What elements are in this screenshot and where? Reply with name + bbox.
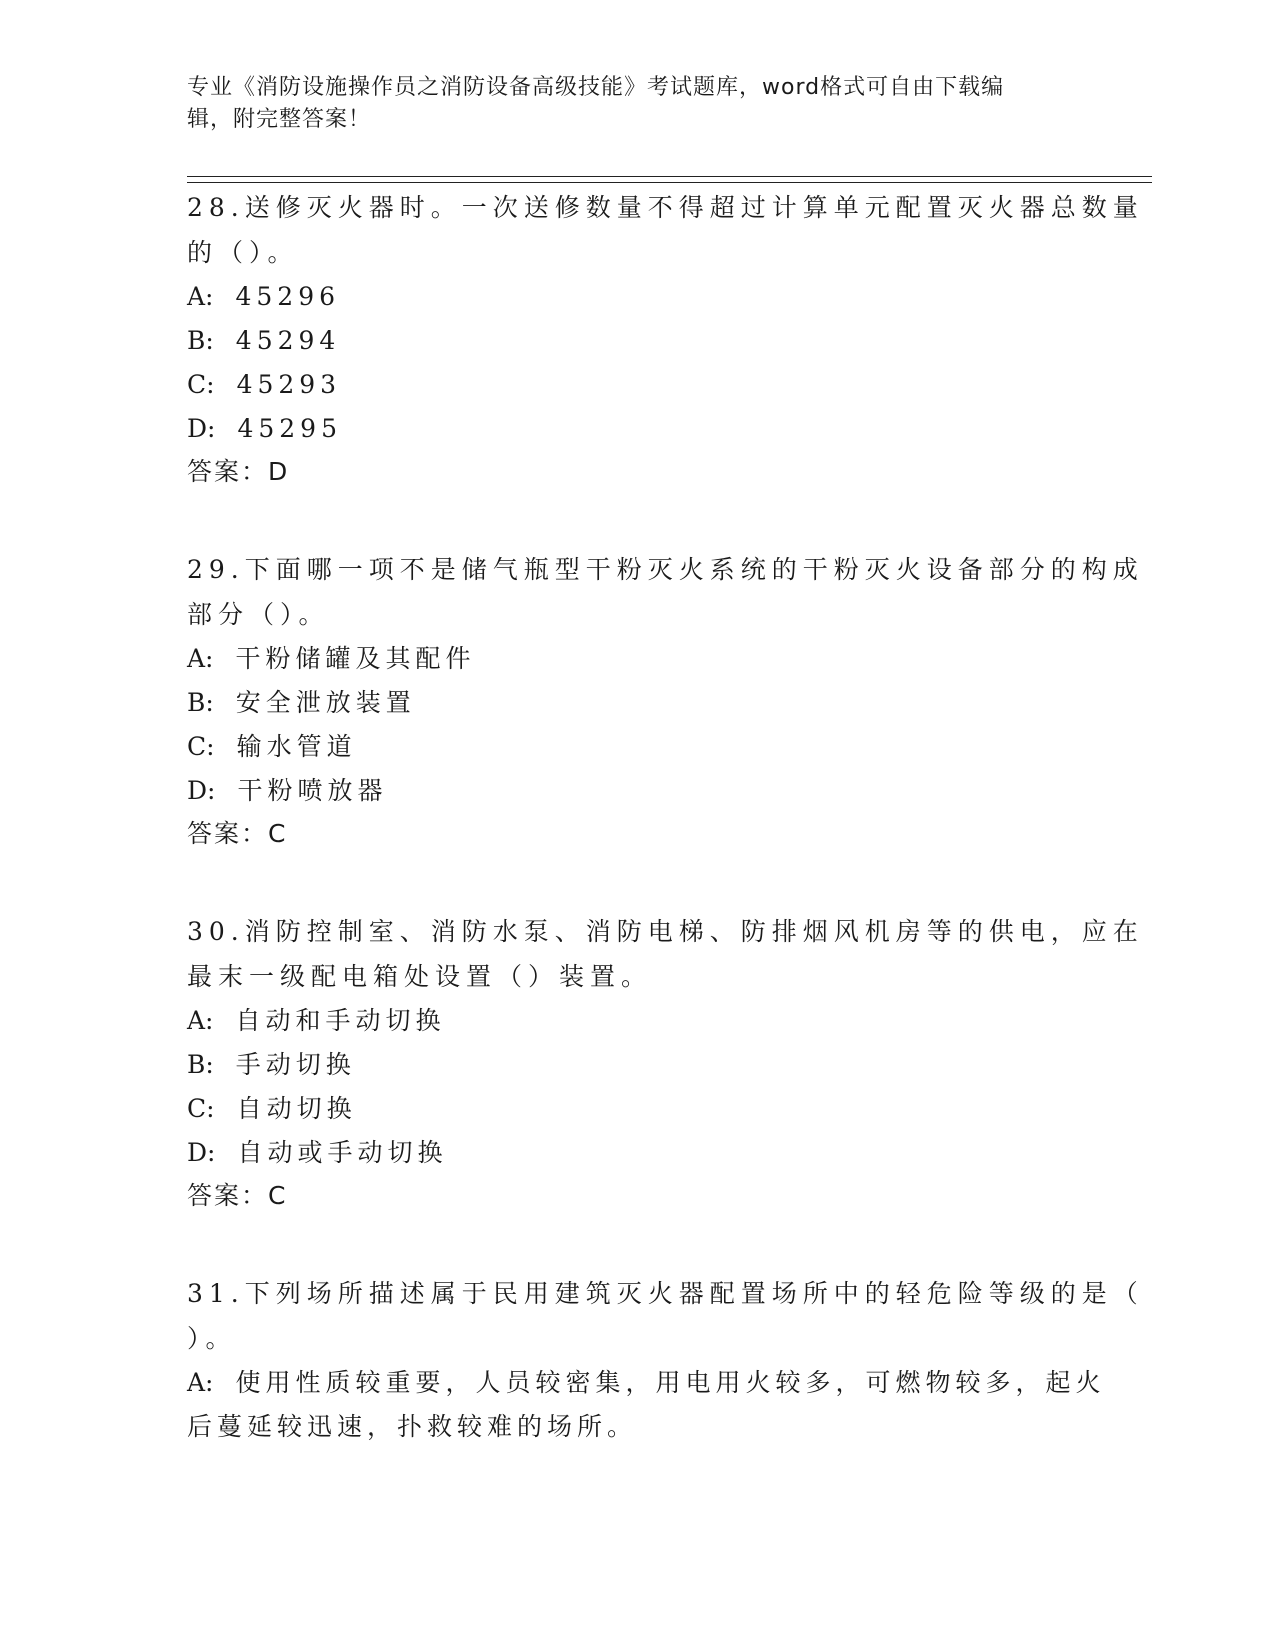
option-letter: B: <box>187 326 214 355</box>
question-30-option-d <box>187 1138 447 1168</box>
option-letter: D: <box>187 776 216 805</box>
option-text: 45295 <box>237 414 342 443</box>
option-text: 自动或手动切换 <box>237 1138 448 1167</box>
question-30-option-b <box>187 1050 356 1080</box>
option-text: 干粉喷放器 <box>237 776 388 805</box>
option-letter: D: <box>187 1138 216 1167</box>
option-letter: C: <box>187 370 215 399</box>
question-29-option-b <box>187 688 416 718</box>
option-text: 手动切换 <box>235 1050 356 1079</box>
question-28-option-d <box>187 414 342 444</box>
option-text: 安全泄放装置 <box>235 688 416 717</box>
option-text: 45293 <box>236 370 342 399</box>
question-29-text-line-2: 部分（）。 <box>187 600 330 629</box>
option-text: 后蔓延较迅速，扑救较难的场所。 <box>187 1412 638 1441</box>
question-31-option-a <box>187 1368 1106 1398</box>
option-letter: A: <box>187 282 214 311</box>
question-30-option-a <box>187 1006 446 1036</box>
option-text: 自动切换 <box>236 1094 357 1123</box>
option-letter: B: <box>187 1050 214 1079</box>
question-30-answer: 答案：C <box>187 1181 288 1210</box>
document-header <box>187 72 1067 136</box>
question-30-text-line-2: 最末一级配电箱处设置（）装置。 <box>187 962 653 991</box>
header-line-2: 辑，附完整答案！ <box>187 107 372 132</box>
option-text: 45294 <box>235 326 341 355</box>
option-letter: A: <box>187 1368 214 1397</box>
question-31-text-line-2: ）。 <box>187 1324 237 1353</box>
question-29-option-d <box>187 776 387 806</box>
option-text: 输水管道 <box>236 732 357 761</box>
question-28-option-c <box>187 370 341 400</box>
question-31-option-a-continued <box>187 1412 637 1442</box>
question-30-option-c <box>187 1094 357 1124</box>
question-30-text-line-1: 30.消防控制室、消防水泵、消防电梯、防排烟风机房等的供电，应在 <box>187 917 1144 946</box>
question-28-answer: 答案：D <box>187 457 290 486</box>
option-text: 自动和手动切换 <box>235 1006 446 1035</box>
option-letter: A: <box>187 644 214 673</box>
option-letter: B: <box>187 688 214 717</box>
option-letter: C: <box>187 732 215 761</box>
question-29-option-a <box>187 644 476 674</box>
question-29-text-line-1: 29.下面哪一项不是储气瓶型干粉灭火系统的干粉灭火设备部分的构成 <box>187 555 1144 584</box>
header-divider-top <box>187 176 1152 177</box>
question-28-option-b <box>187 326 340 356</box>
header-line-1: 专业《消防设施操作员之消防设备高级技能》考试题库，word格式可自由下载编 <box>187 75 1005 100</box>
option-letter: A: <box>187 1006 214 1035</box>
option-text: 45296 <box>235 282 341 311</box>
question-29-answer: 答案：C <box>187 819 288 848</box>
question-29-option-c <box>187 732 357 762</box>
question-28-text-line-1: 28.送修灭火器时。一次送修数量不得超过计算单元配置灭火器总数量 <box>187 193 1144 222</box>
option-letter: D: <box>187 414 216 443</box>
question-28-option-a <box>187 282 340 312</box>
option-text: 干粉储罐及其配件 <box>235 644 476 673</box>
question-31-text-line-1: 31.下列场所描述属于民用建筑灭火器配置场所中的轻危险等级的是（ <box>187 1279 1144 1308</box>
option-letter: C: <box>187 1094 215 1123</box>
option-text: 使用性质较重要，人员较密集，用电用火较多，可燃物较多，起火 <box>235 1368 1106 1397</box>
question-28-text-line-2: 的（）。 <box>187 238 299 267</box>
header-divider-bottom <box>187 182 1152 183</box>
